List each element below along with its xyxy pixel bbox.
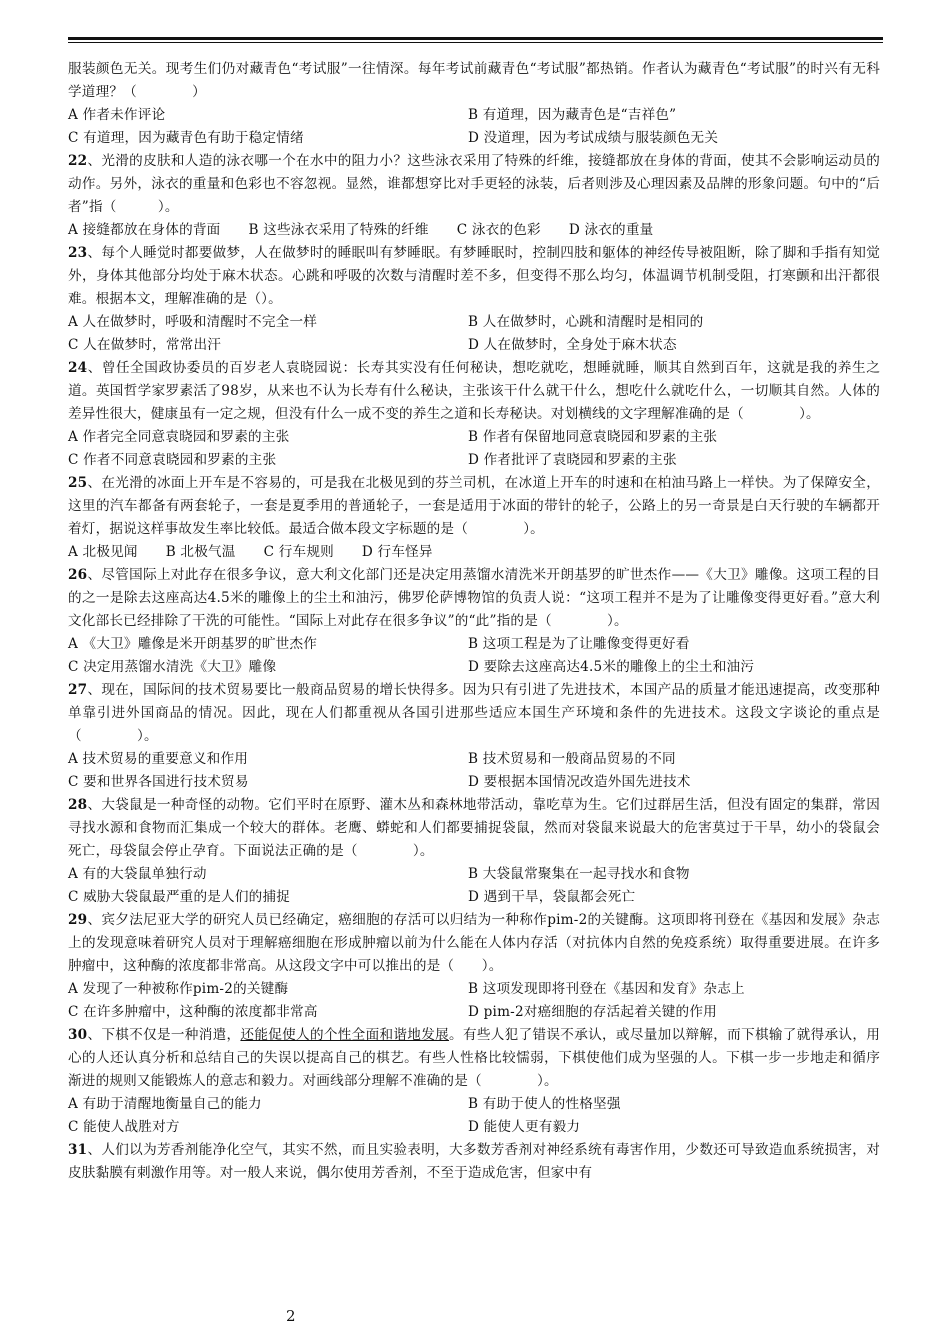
question-number: 29 — [68, 912, 88, 928]
option-a: A 接缝都放在身体的背面 — [68, 222, 221, 238]
question-number: 24 — [68, 360, 88, 376]
option-c: C 有道理，因为藏青色有助于稳定情绪 — [68, 130, 304, 146]
question-28-options-row1 — [68, 863, 880, 886]
question-24-text — [68, 357, 880, 426]
question-30-text — [68, 1024, 880, 1093]
option-d: D 遇到干旱，袋鼠都会死亡 — [468, 889, 636, 905]
option-b: B 人在做梦时，心跳和清醒时是相同的 — [468, 314, 704, 330]
option-a: A 《大卫》雕像是米开朗基罗的旷世杰作 — [68, 636, 318, 652]
question-27-options-row1 — [68, 748, 880, 771]
underlined-phrase: 还能促使人的个性全面和谐地发展 — [240, 1027, 450, 1043]
question-26-options-row1 — [68, 633, 880, 656]
question-stem: 、宾夕法尼亚大学的研究人员已经确定，癌细胞的存活可以归结为一种称作pim-2的关键酶。这项即将刊登在《基因和发展》杂志上的发现意味着研究人员对于理解癌细胞在形成肿瘤以前为什么能在人体内存活（对抗体内自然的免疫系统）取得重要进展。在许多肿瘤中，这种酶的浓度都非常高。从这段文字中可以推出的是（ ）。 — [68, 912, 880, 974]
question-stem-post: 。有些人犯了错误不承认，或尽量加以辩解，而下棋输了就得承认，用心的人还认真分析和总结自己的失误以提高自己的棋艺。有些人性格比较懦弱，下棋使他们成为坚强的人。下棋一步一步地走和循序渐进的规则又能锻炼人的意志和毅力。对画线部分理解不准确的是（ ）。 — [68, 1027, 881, 1089]
option-c: C 在许多肿瘤中，这种酶的浓度都非常高 — [68, 1004, 318, 1020]
option-a: A 作者完全同意袁晓园和罗素的主张 — [68, 429, 290, 445]
question-27-text — [68, 679, 880, 748]
question-number: 25 — [68, 475, 88, 491]
question-24-options-row2 — [68, 449, 880, 472]
option-d: D 行车怪异 — [361, 544, 433, 560]
question-26-text — [68, 564, 880, 633]
question-stem: 、大袋鼠是一种奇怪的动物。它们平时在原野、灌木丛和森林地带活动，靠吃草为生。它们过群居生活，但没有固定的集群，常因寻找水源和食物而汇集成一个较大的群体。老鹰、蟒蛇和人们都要捕捉袋鼠，然而对袋鼠来说最大的危害莫过于干旱，幼小的袋鼠会死亡，母袋鼠会停止孕育。下面说法正确的是（ ）。 — [68, 797, 880, 859]
question-stem-pre: 、下棋不仅是一种消遣， — [87, 1027, 241, 1043]
option-c: C 决定用蒸馏水清洗《大卫》雕像 — [68, 659, 277, 675]
option-b: B 北极气温 — [165, 544, 236, 560]
option-c: C 作者不同意袁晓园和罗素的主张 — [68, 452, 277, 468]
question-24-options-row1 — [68, 426, 880, 449]
question-29-options-row1 — [68, 978, 880, 1001]
question-number: 23 — [68, 245, 88, 261]
option-c: C 威胁大袋鼠最严重的是人们的捕捉 — [68, 889, 291, 905]
option-d: D 要根据本国情况改造外国先进技术 — [468, 774, 691, 790]
question-29-options-row2 — [68, 1001, 880, 1024]
option-c: C 能使人战胜对方 — [68, 1119, 180, 1135]
document-body — [68, 58, 880, 1185]
question-23-options-row2 — [68, 334, 880, 357]
option-b: B 作者有保留地同意袁晓园和罗素的主张 — [468, 429, 718, 445]
question-22-options — [68, 219, 880, 242]
question-21-text: 服装颜色无关。现考生们仍对藏青色“考试服”一往情深。每年考试前藏青色“考试服”都热销。作者认为藏青色“考试服”的时兴有无科学道理？（ ） — [68, 61, 880, 100]
question-stem: 、人们以为芳香剂能净化空气，其实不然，而且实验表明，大多数芳香剂对神经系统有毒害作用，少数还可导致造血系统损害，对皮肤黏膜有刺激作用等。对一般人来说，偶尔使用芳香剂，不至于造成危害，但家中有 — [68, 1142, 880, 1181]
option-c: C 泳衣的色彩 — [456, 222, 541, 238]
question-28-options-row2 — [68, 886, 880, 909]
question-21-options-row1 — [68, 104, 880, 127]
option-b: B 有助于使人的性格坚强 — [468, 1096, 621, 1112]
option-d: D 作者批评了袁晓园和罗素的主张 — [468, 452, 677, 468]
question-number: 30 — [68, 1027, 88, 1043]
option-b: B 这项工程是为了让雕像变得更好看 — [468, 636, 690, 652]
option-b: B 有道理，因为藏青色是“吉祥色” — [468, 107, 677, 123]
option-b: B 大袋鼠常聚集在一起寻找水和食物 — [468, 866, 690, 882]
option-d: D 泳衣的重量 — [568, 222, 654, 238]
question-number: 31 — [68, 1142, 88, 1158]
question-number: 27 — [68, 682, 88, 698]
question-31-text — [68, 1139, 880, 1185]
question-30-options-row2 — [68, 1116, 880, 1139]
question-number: 28 — [68, 797, 88, 813]
option-a: A 有助于清醒地衡量自己的能力 — [68, 1096, 262, 1112]
question-30-options-row1 — [68, 1093, 880, 1116]
question-29-text — [68, 909, 880, 978]
header-rule-thick — [68, 37, 883, 40]
option-c: C 人在做梦时，常常出汗 — [68, 337, 222, 353]
question-27-options-row2 — [68, 771, 880, 794]
option-c: C 行车规则 — [263, 544, 334, 560]
question-stem: 、尽管国际上对此存在很多争议，意大利文化部门还是决定用蒸馏水清洗米开朗基罗的旷世杰作——《大卫》雕像。这项工程的目的之一是除去这座高达4.5米的雕像上的尘土和油污，佛罗伦萨博物馆的负责人说：“这项工程并不是为了让雕像变得更好看。”意大利文化部长已经排除了干洗的可能性。“国际上对此存在很多争议”的“此”指的是（ ）。 — [68, 567, 880, 629]
option-d: D 人在做梦时，全身处于麻木状态 — [468, 337, 677, 353]
question-26-options-row2 — [68, 656, 880, 679]
option-c: C 要和世界各国进行技术贸易 — [68, 774, 249, 790]
question-25-options — [68, 541, 880, 564]
option-b: B 这项发现即将刊登在《基因和发育》杂志上 — [468, 981, 745, 997]
option-d: D 要除去这座高达4.5米的雕像上的尘土和油污 — [468, 659, 755, 675]
question-23-text — [68, 242, 880, 311]
question-25-text — [68, 472, 880, 541]
question-stem: 、曾任全国政协委员的百岁老人袁晓园说：长寿其实没有任何秘诀，想吃就吃，想睡就睡，顺其自然到百年，这就是我的养生之道。英国哲学家罗素活了98岁，从来也不认为长寿有什么秘诀，主张该干什么就干什么，想吃什么就吃什么，一切顺其自然。人体的差异性很大，健康虽有一定之规，但没有什么一成不变的养生之道和长寿秘诀。对划横线的文字理解准确的是（ ）。 — [68, 360, 880, 422]
option-d: D pim-2对癌细胞的存活起着关键的作用 — [468, 1004, 717, 1020]
question-number: 26 — [68, 567, 88, 583]
question-stem: 、光滑的皮肤和人造的泳衣哪一个在水中的阻力小？这些泳衣采用了特殊的纤维，接缝都放在身体的背面，使其不会影响运动员的动作。另外，泳衣的重量和色彩也不容忽视。显然，谁都想穿比对手更轻的泳装，后者则涉及心理因素及品牌的形象问题。句中的“后者”指（ ）。 — [68, 153, 880, 215]
header-rule-thin — [68, 42, 883, 43]
option-a: A 有的大袋鼠单独行动 — [68, 866, 207, 882]
question-stem: 、每个人睡觉时都要做梦，人在做梦时的睡眠叫有梦睡眠。有梦睡眠时，控制四肢和躯体的神经传导被阻断，除了脚和手指有知觉外，身体其他部分均处于麻木状态。心跳和呼吸的次数与清醒时差不多，但变得不那么均匀，体温调节机制受阻，打寒颤和出汗都很难。根据本文，理解准确的是（）。 — [68, 245, 880, 307]
option-a: A 北极见闻 — [68, 544, 138, 560]
option-b: B 这些泳衣采用了特殊的纤维 — [248, 222, 429, 238]
option-a: A 作者未作评论 — [68, 107, 166, 123]
page-number: 2 — [286, 1307, 296, 1325]
option-a: A 人在做梦时，呼吸和清醒时不完全一样 — [68, 314, 318, 330]
option-a: A 发现了一种被称作pim-2的关键酶 — [68, 981, 289, 997]
question-stem: 、现在，国际间的技术贸易要比一般商品贸易的增长快得多。因为只有引进了先进技术，本国产品的质量才能迅速提高，改变那种单靠引进外国商品的情况。因此，现在人们都重视从各国引进那些适应本国生产环境和条件的先进技术。这段文字谈论的重点是（ ）。 — [68, 682, 880, 744]
question-28-text — [68, 794, 880, 863]
question-21-options-row2 — [68, 127, 880, 150]
question-stem: 、在光滑的冰面上开车是不容易的，可是我在北极见到的芬兰司机，在冰道上开车的时速和在柏油马路上一样快。为了保障安全，这里的汽车都备有两套轮子，一套是夏季用的普通轮子，一套是适用于冰面的带针的轮子，公路上的另一奇景是白天行驶的车辆都开着灯，据说这样事故发生率比较低。最适合做本段文字标题的是（ ）。 — [68, 475, 880, 537]
option-a: A 技术贸易的重要意义和作用 — [68, 751, 249, 767]
question-22-text — [68, 150, 880, 219]
option-d: D 能使人更有毅力 — [468, 1119, 581, 1135]
question-number: 22 — [68, 153, 88, 169]
option-b: B 技术贸易和一般商品贸易的不同 — [468, 751, 676, 767]
option-d: D 没道理，因为考试成绩与服装颜色无关 — [468, 130, 719, 146]
question-23-options-row1 — [68, 311, 880, 334]
